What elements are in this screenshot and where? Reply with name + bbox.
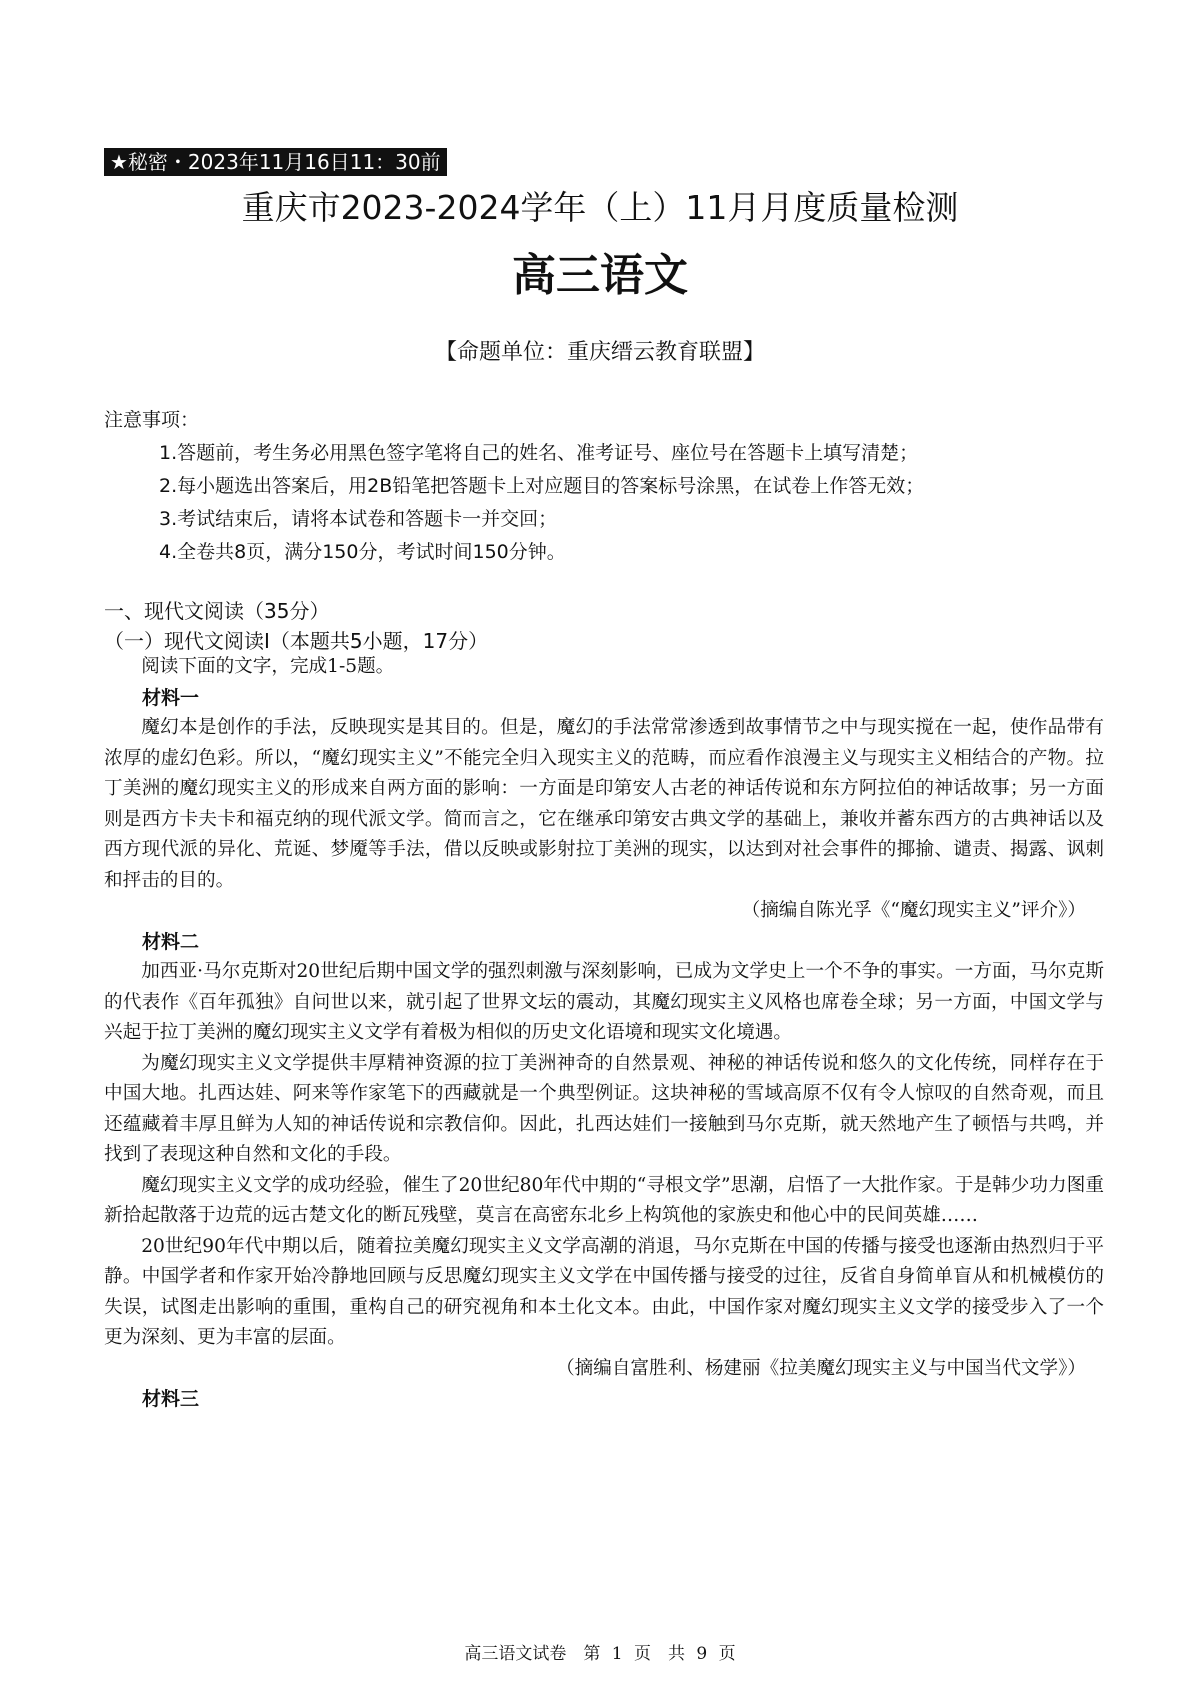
material-2-paragraph: 魔幻现实主义文学的成功经验，催生了20世纪80年代中期的“寻根文学”思潮，启悟了一大批作家。于是韩少功力图重新拾起散落于边荒的远古楚文化的断瓦残壁，莫言在高密东北乡上构筑他的家族史和他心中的民间英雄…… — [104, 1174, 1104, 1226]
notes-heading: 注意事项： — [104, 409, 200, 431]
note-item: 1.答题前，考生务必用黑色签字笔将自己的姓名、准考证号、座位号在答题卡上填写清楚； — [159, 442, 919, 464]
section-header — [104, 596, 1104, 656]
note-item: 3.考试结束后，请将本试卷和答题卡一并交回； — [159, 508, 558, 530]
reading-instruction: 阅读下面的文字，完成1-5题。 — [141, 656, 395, 677]
section-sub-heading: （一）现代文阅读Ⅰ（本题共5小题，17分） — [104, 629, 489, 653]
material-2-paragraph: 20世纪90年代中期以后，随着拉美魔幻现实主义文学高潮的消退，马尔克斯在中国的传播与接受也逐渐由热烈归于平静。中国学者和作家开始冷静地回顾与反思魔幻现实主义文学在中国传播与接受的过往，反省自身简单盲从和机械模仿的失误，试图走出影响的重围，重构自己的研究视角和本土化文本。由此，中国作家对魔幻现实主义文学的接受步入了一个更为深刻、更为丰富的层面。 — [104, 1235, 1104, 1348]
material-2-paragraph: 加西亚·马尔克斯对20世纪后期中国文学的强烈刺激与深刻影响，已成为文学史上一个不争的事实。一方面，马尔克斯的代表作《百年孤独》自问世以来，就引起了世界文坛的震动，其魔幻现实主义风格也席卷全球；另一方面，中国文学与兴起于拉丁美洲的魔幻现实主义文学有着极为相似的历史文化语境和现实文化境遇。 — [104, 961, 1104, 1043]
section-heading: 一、现代文阅读（35分） — [104, 599, 330, 623]
issuing-unit: 【命题单位：重庆缙云教育联盟】 — [434, 340, 765, 365]
exam-title: 重庆市2023-2024学年（上）11月月度质量检测 — [241, 188, 959, 227]
material-2-source: （摘编自富胜利、杨建丽《拉美魔幻现实主义与中国当代文学》） — [556, 1357, 1086, 1379]
material-1-source: （摘编自陈光孚《“魔幻现实主义”评介》） — [741, 900, 1086, 921]
page-footer: 高三语文试卷 第 1 页 共 9 页 — [464, 1644, 736, 1664]
note-item: 4.全卷共8页，满分150分，考试时间150分钟。 — [159, 541, 566, 563]
material-1-label: 材料一 — [142, 686, 200, 709]
material-3-label: 材料三 — [142, 1388, 200, 1410]
material-2-paragraph: 为魔幻现实主义文学提供丰厚精神资源的拉丁美洲神奇的自然景观、神秘的神话传说和悠久的文化传统，同样存在于中国大地。扎西达娃、阿来等作家笔下的西藏就是一个典型例证。这块神秘的雪域高原不仅有令人惊叹的自然奇观，而且还蕴藏着丰厚且鲜为人知的神话传说和宗教信仰。因此，扎西达娃们一接触到马尔克斯，就天然地产生了顿悟与共鸣，并找到了表现这种自然和文化的手段。 — [104, 1052, 1104, 1165]
subject-title: 高三语文 — [512, 250, 688, 301]
material-2-label: 材料二 — [142, 930, 200, 953]
reading-body — [104, 652, 1104, 1415]
material-1-paragraph: 魔幻本是创作的手法，反映现实是其目的。但是，魔幻的手法常常渗透到故事情节之中与现实搅在一起，使作品带有浓厚的虚幻色彩。所以，“魔幻现实主义”不能完全归入现实主义的范畴，而应看作浪漫主义与现实主义相结合的产物。拉丁美洲的魔幻现实主义的形成来自两方面的影响：一方面是印第安人古老的神话传说和东方阿拉伯的神话故事；另一方面则是西方卡夫卡和福克纳的现代派文学。简而言之，它在继承印第安古典文学的基础上，兼收并蓄东西方的古典神话以及西方现代派的异化、荒诞、梦魇等手法，借以反映或影射拉丁美洲的现实，以达到对社会事件的揶揄、谴责、揭露、讽刺和抨击的目的。 — [104, 717, 1104, 891]
note-item: 2.每小题选出答案后，用2B铅笔把答题卡上对应题目的答案标号涂黑，在试卷上作答无效； — [159, 475, 925, 497]
exam-notes — [104, 404, 1104, 569]
secret-label: ★秘密・2023年11月16日11：30前 — [104, 148, 447, 176]
